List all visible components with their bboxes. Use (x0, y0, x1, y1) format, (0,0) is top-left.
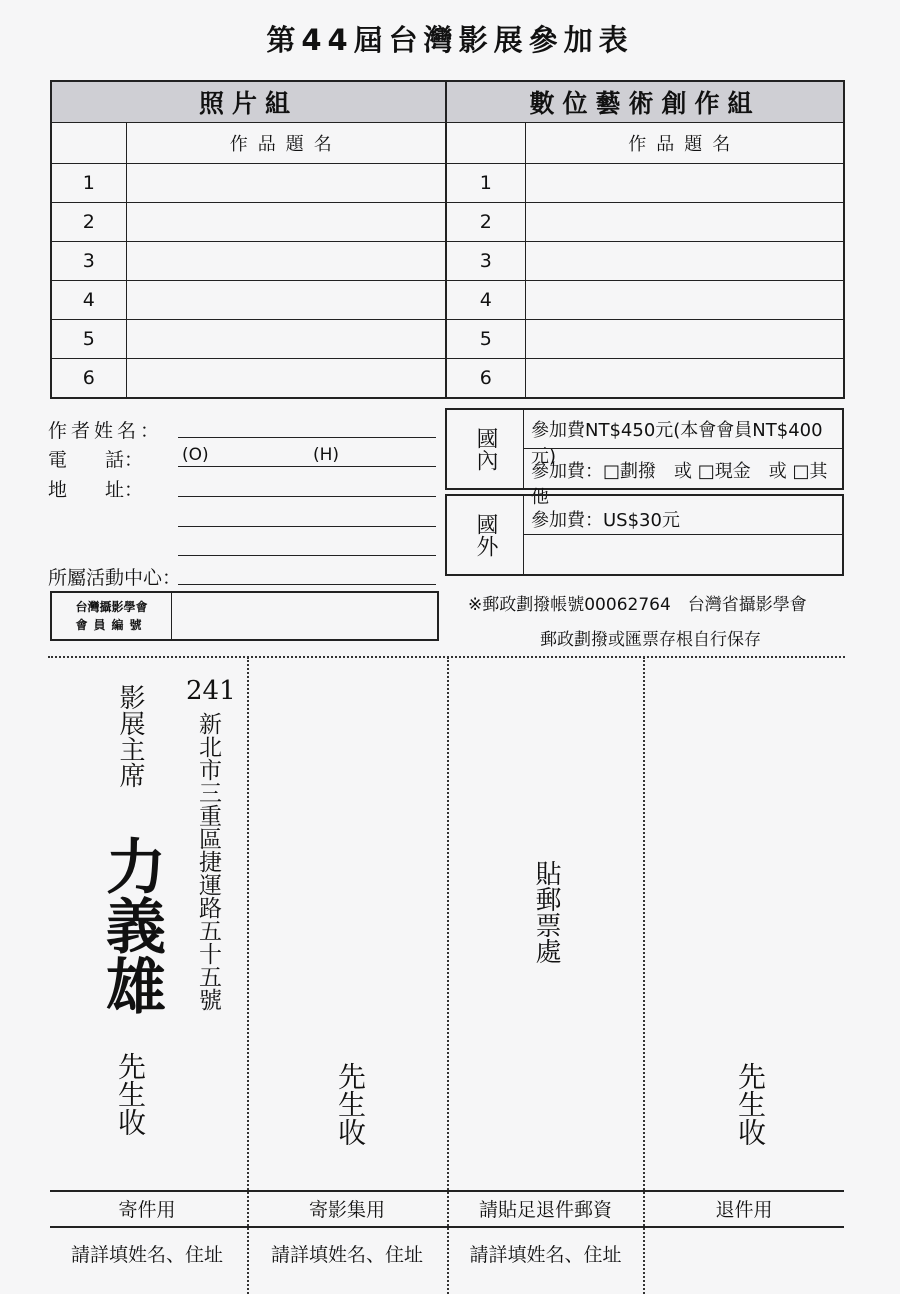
phone-office-label: (O) (182, 445, 209, 465)
footer-col2-label: 寄影集用 (308, 1199, 385, 1221)
photo-work-title-header: 作品題名 (126, 123, 446, 164)
digital-title-field[interactable] (525, 281, 844, 320)
photo-group-header: 照片組 (51, 81, 446, 123)
address-field-line3[interactable] (178, 555, 436, 556)
keep-receipt-note: 郵政劃撥或匯票存根自行保存 (540, 630, 761, 650)
footer-mid-rule (50, 1226, 844, 1228)
postal-account-note: ※郵政劃撥帳號00062764 台灣省攝影學會 (468, 595, 807, 615)
row-number: 2 (51, 203, 126, 242)
digital-work-title-header: 作品題名 (525, 123, 844, 164)
digital-group-header: 數位藝術創作組 (446, 81, 844, 123)
overseas-label: 國外 (447, 496, 524, 574)
domestic-payment-options[interactable]: 參加費：□劃撥 或 □現金 或 □其他 (531, 461, 828, 508)
footer-col4-label: 退件用 (715, 1199, 773, 1221)
domestic-fee-text: 參加費NT$450元(本會會員NT$400元) (531, 420, 823, 467)
footer-top-rule (50, 1190, 844, 1192)
row-number: 1 (51, 164, 126, 203)
overseas-fee-text: 參加費：US$30元 (531, 510, 680, 531)
address-field-line2[interactable] (178, 526, 436, 527)
recipient-suffix: 先生收 (114, 1052, 147, 1136)
chair-name: 力義雄 (96, 835, 166, 1015)
digital-title-field[interactable] (525, 359, 844, 398)
address-field-line1[interactable] (178, 496, 436, 497)
address-label: 地 址： (48, 479, 144, 501)
member-number-label: 台灣攝影學會 會員編號 (52, 593, 172, 639)
postal-code: 241 (186, 676, 236, 706)
row-number: 5 (51, 320, 126, 359)
photo-title-field[interactable] (126, 203, 446, 242)
footer-col1-label: 寄件用 (118, 1199, 176, 1221)
mailing-address: 新北市三重區捷運路五十五號 (195, 712, 221, 1011)
photo-title-field[interactable] (126, 359, 446, 398)
domestic-label: 國內 (447, 410, 524, 488)
member-number-field[interactable] (173, 593, 437, 639)
digital-title-field[interactable] (525, 320, 844, 359)
row-number: 4 (51, 281, 126, 320)
recipient-suffix: 先生收 (734, 1062, 767, 1146)
author-name-field[interactable] (178, 437, 436, 438)
fill-hint: 請詳填姓名、住址 (469, 1244, 622, 1266)
recipient-suffix: 先生收 (334, 1062, 367, 1146)
overseas-fee-box (445, 494, 844, 576)
footer-col3-label: 請貼足退件郵資 (478, 1199, 612, 1221)
center-field[interactable] (178, 584, 436, 585)
photo-title-field[interactable] (126, 320, 446, 359)
row-number: 5 (446, 320, 525, 359)
phone-home-label: (H) (313, 445, 340, 465)
row-number: 3 (51, 242, 126, 281)
row-number: 1 (446, 164, 525, 203)
photo-title-field[interactable] (126, 164, 446, 203)
row-number: 2 (446, 203, 525, 242)
photo-title-field[interactable] (126, 242, 446, 281)
fill-hint: 請詳填姓名、住址 (70, 1244, 223, 1266)
phone-field[interactable] (178, 466, 436, 467)
digital-title-field[interactable] (525, 164, 844, 203)
fill-hint: 請詳填姓名、住址 (270, 1244, 423, 1266)
chair-title: 影展主席 (115, 684, 145, 788)
form-title: 第44屆台灣影展參加表 (266, 23, 634, 57)
member-number-box (50, 591, 439, 641)
row-number: 3 (446, 242, 525, 281)
center-label: 所屬活動中心： (48, 567, 182, 589)
digital-title-field[interactable] (525, 203, 844, 242)
author-name-label: 作者姓名： (48, 420, 164, 442)
stamp-area: 貼郵票處 (531, 860, 561, 964)
row-number: 4 (446, 281, 525, 320)
entry-table (50, 80, 845, 399)
row-number: 6 (51, 359, 126, 398)
row-number: 6 (446, 359, 525, 398)
phone-label: 電 話： (48, 449, 144, 471)
domestic-fee-box (445, 408, 844, 508)
digital-title-field[interactable] (525, 242, 844, 281)
photo-title-field[interactable] (126, 281, 446, 320)
